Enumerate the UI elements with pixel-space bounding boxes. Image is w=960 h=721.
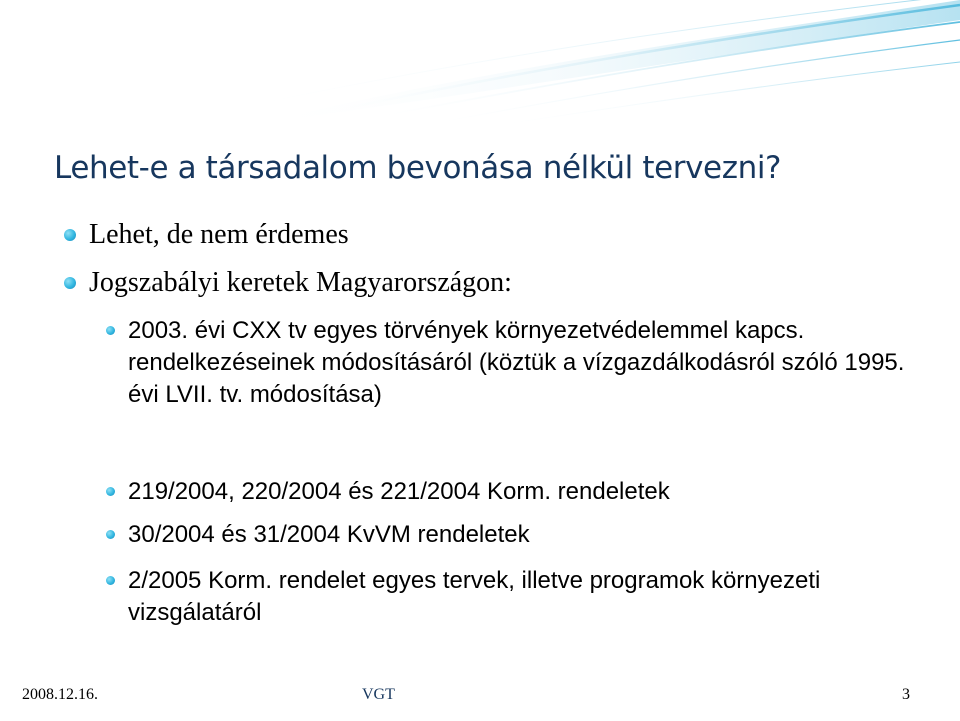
slide-title: Lehet-e a társadalom bevonása nélkül tervezni? xyxy=(54,150,782,186)
sub-bullet-item xyxy=(128,565,918,629)
bullet-dot-icon xyxy=(106,487,115,496)
bullet-dot-icon xyxy=(106,576,115,585)
page-number: 3 xyxy=(902,686,910,703)
bullet-text: 30/2004 és 31/2004 KvVM rendeletek xyxy=(128,521,530,548)
bullet-dot-icon xyxy=(64,277,76,289)
bullet-text: 219/2004, 220/2004 és 221/2004 Korm. rendeletek xyxy=(128,478,670,505)
bullet-dot-icon xyxy=(106,530,115,539)
bullet-dot-icon xyxy=(64,229,76,241)
sub-bullet-item xyxy=(128,519,918,551)
bullet-text: 2/2005 Korm. rendelet egyes tervek, illetve programok környezeti vizsgálatáról xyxy=(128,567,821,626)
bullet-item xyxy=(89,266,512,300)
bullet-text: Jogszabályi keretek Magyarországon: xyxy=(89,267,512,298)
wave-line-2 xyxy=(360,22,960,120)
sub-bullet-item xyxy=(128,315,918,411)
bullet-dot-icon xyxy=(106,326,115,335)
bullet-text: 2003. évi CXX tv egyes törvények környezetvédelemmel kapcs. rendelkezéseinek módosításáról (köztük a vízgazdálkodásról szóló 1995. évi LVII. tv. módosítása) xyxy=(128,317,905,408)
bullet-item xyxy=(89,218,349,252)
footer-date: 2008.12.16. xyxy=(22,686,98,703)
header-decoration xyxy=(0,0,960,130)
bullet-text: Lehet, de nem érdemes xyxy=(89,219,349,250)
sub-bullet-item xyxy=(128,476,918,508)
footer-center-text: VGT xyxy=(362,686,395,703)
